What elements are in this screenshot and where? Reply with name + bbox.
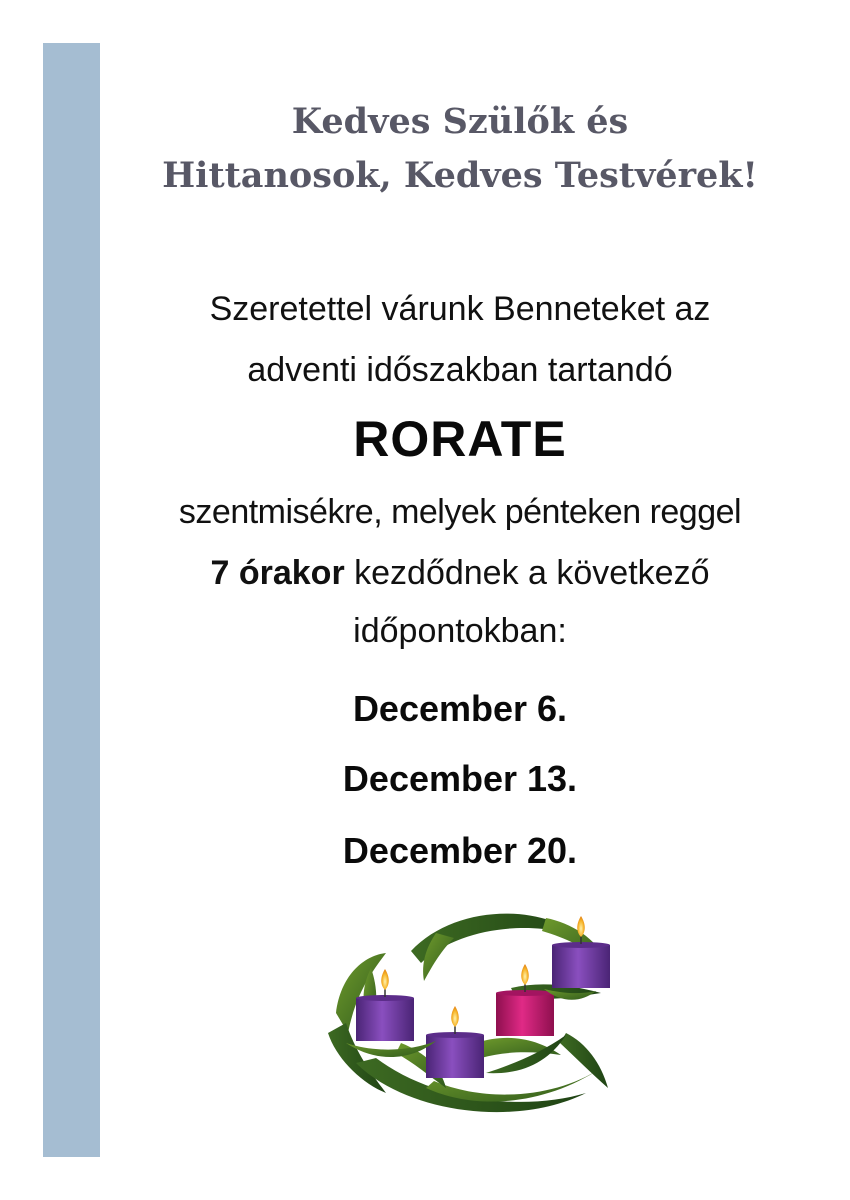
- event-title: RORATE: [353, 411, 567, 467]
- invitation-line-4-rest: kezdődnek a következő: [344, 554, 710, 592]
- invitation-line-2: adventi időszakban tartandó: [247, 351, 673, 389]
- invitation-line-4: [110, 556, 810, 590]
- greeting-line-1: Kedves Szülők és: [291, 101, 629, 142]
- greeting-line-2: Hittanosok, Kedves Testvérek!: [162, 155, 758, 196]
- invitation-line-1: Szeretettel várunk Benneteket az: [209, 290, 711, 328]
- date-item: December 20.: [342, 830, 578, 871]
- date-item: December 13.: [342, 758, 578, 799]
- side-bar: [43, 43, 100, 1157]
- advent-wreath-icon: [316, 893, 626, 1143]
- date-item: December 6.: [352, 688, 568, 729]
- mass-time: 7 órakor: [210, 554, 345, 592]
- invitation-line-3: szentmisékre, melyek pénteken reggel: [178, 493, 742, 531]
- invitation-line-5: időpontokban:: [353, 612, 567, 650]
